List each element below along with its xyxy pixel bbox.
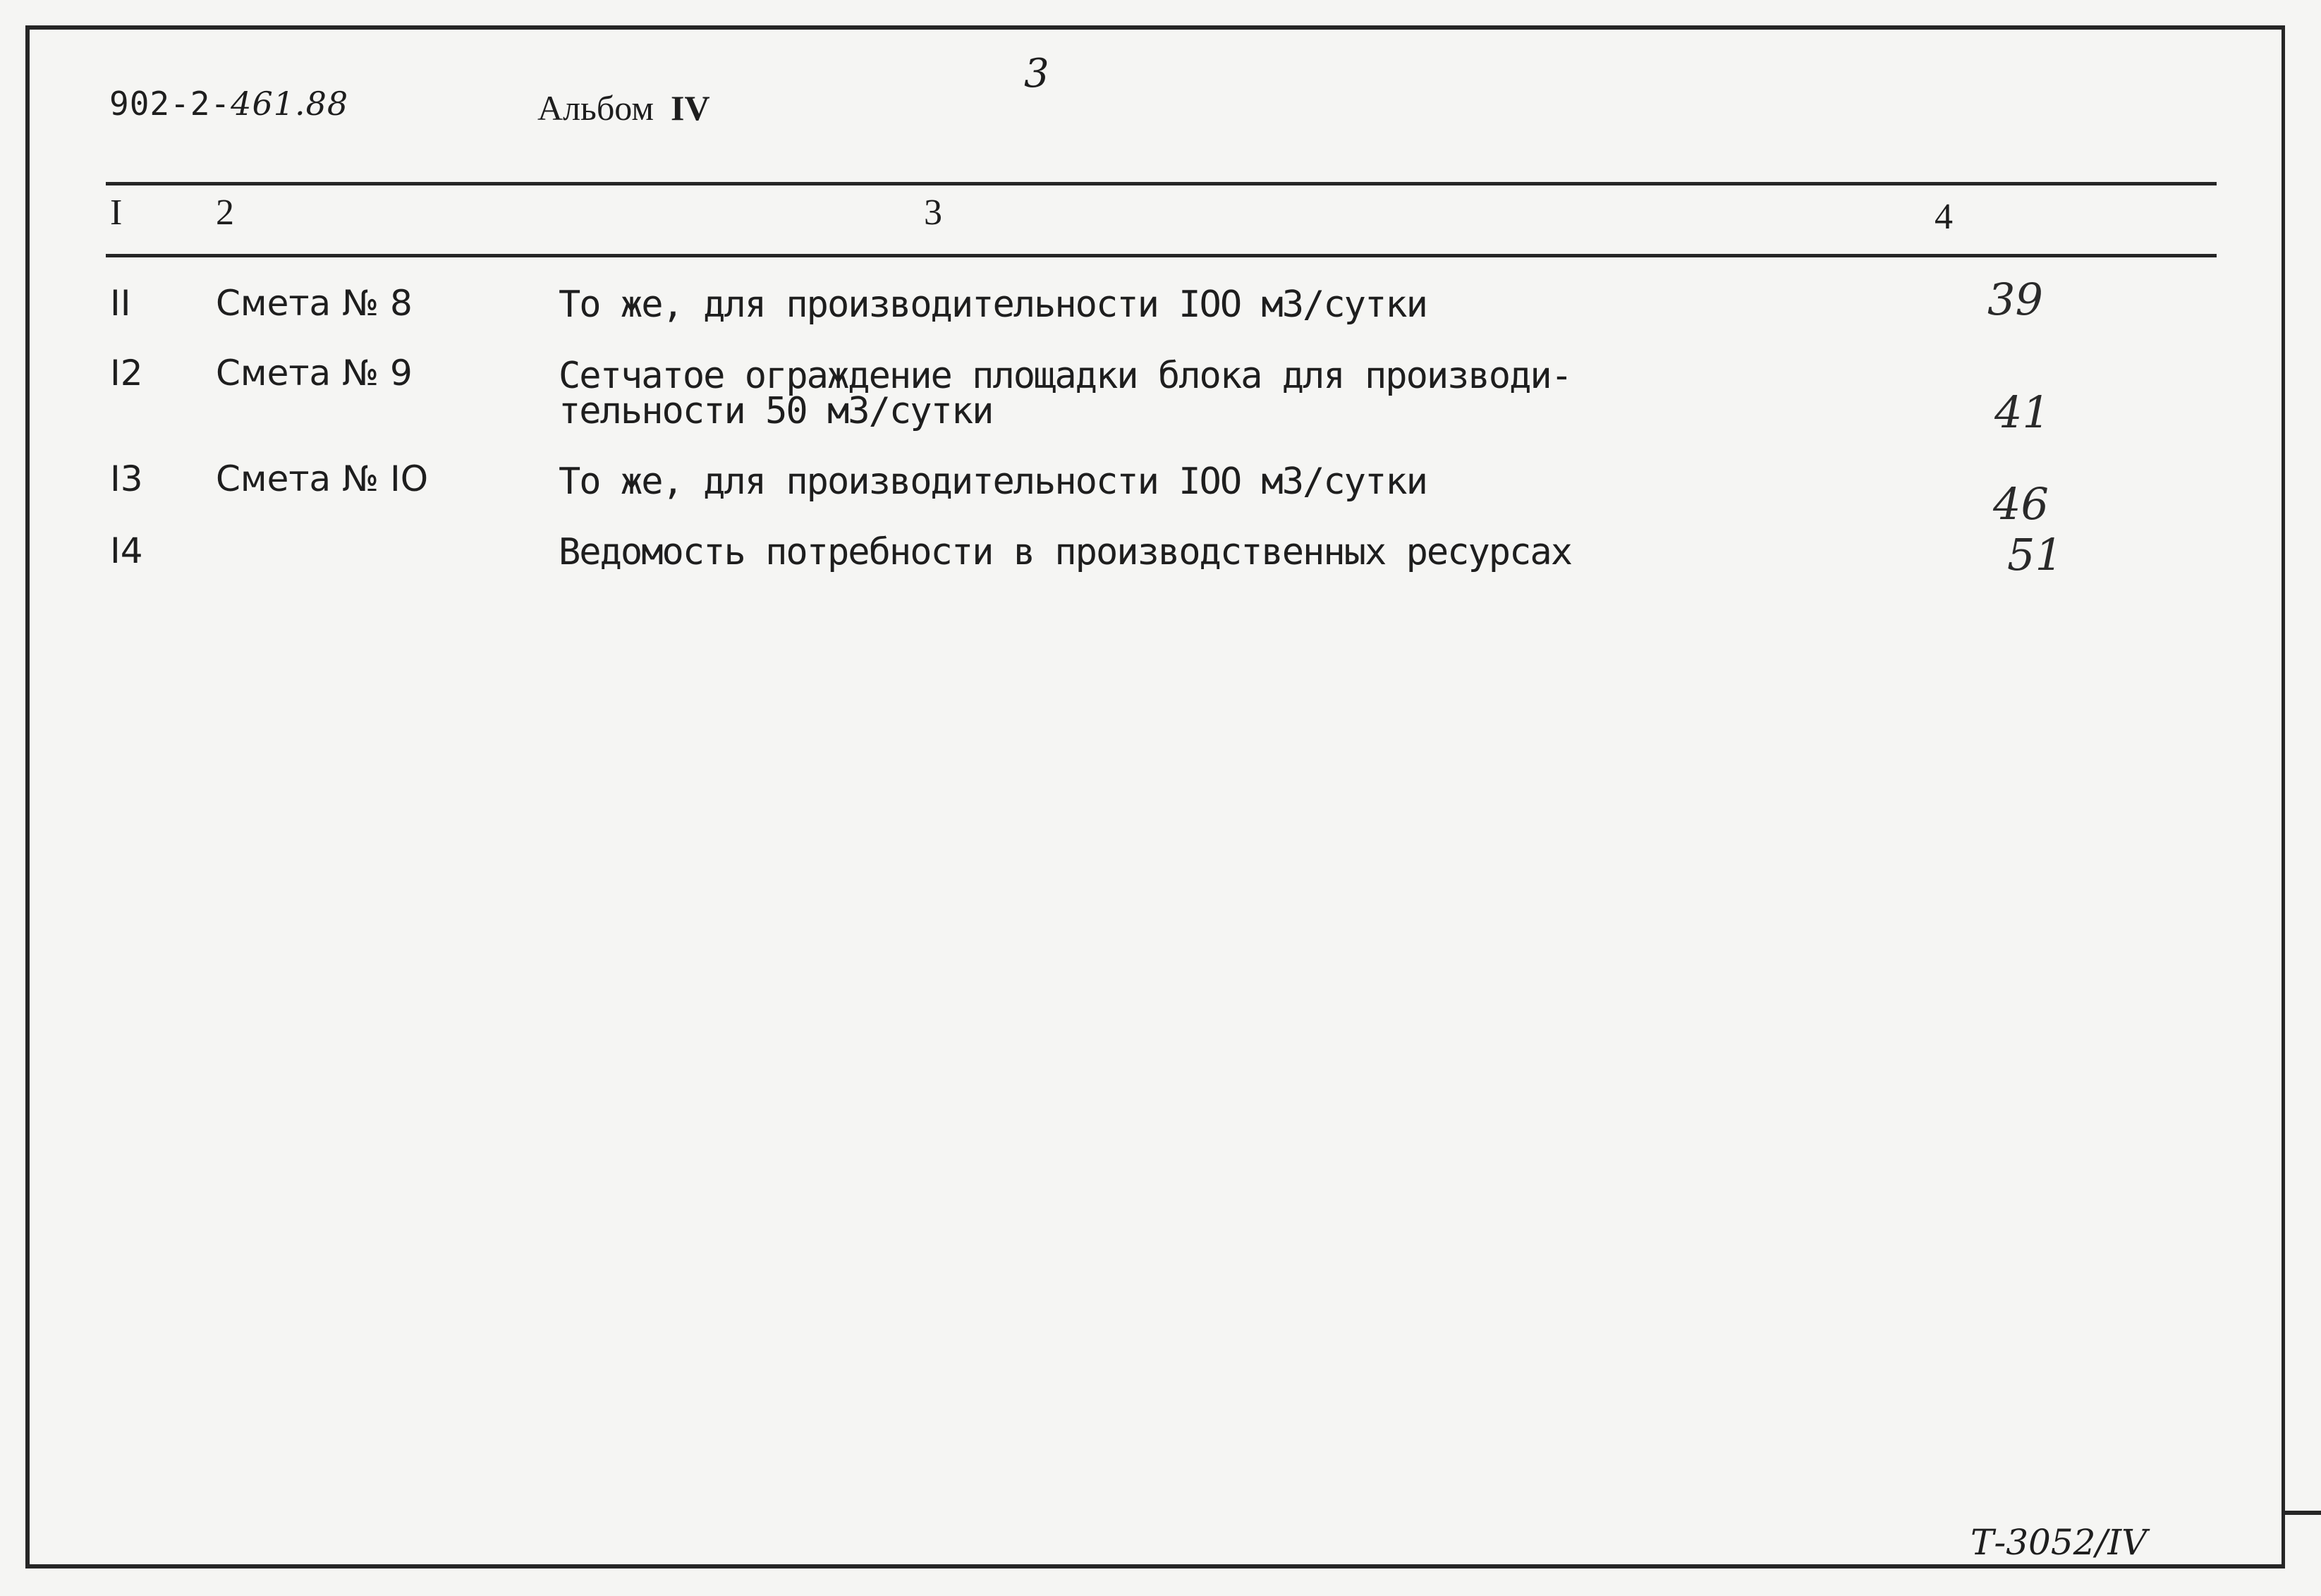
row-number: I2 [110, 353, 143, 394]
row-page-number: 51 [2007, 529, 2063, 580]
row-reference: Смета № IO [216, 458, 429, 499]
row-description-line: То же, для производительности IOO м3/сутки [559, 461, 1427, 503]
frame-edge-tick [2285, 1511, 2321, 1515]
column-header-1: I [110, 193, 123, 233]
row-description-line: То же, для производительности IOO м3/сутки [559, 284, 1427, 326]
column-header-4: 4 [1935, 197, 1953, 237]
document-stamp: Т-3052/IV [1970, 1522, 2148, 1563]
album-number: IV [671, 88, 710, 128]
document-code-prefix: 902-2- [109, 85, 231, 123]
album-label [537, 87, 710, 128]
row-reference: Смета № 8 [216, 283, 413, 324]
row-number: I3 [110, 458, 143, 499]
row-description-line: Сетчатое ограждение площадки блока для производи- [559, 355, 1572, 397]
row-page-number: 39 [1987, 274, 2043, 325]
row-number: II [110, 283, 131, 324]
document-code [109, 85, 348, 123]
album-label-text: Альбом [537, 88, 654, 128]
row-reference: Смета № 9 [216, 353, 413, 394]
column-header-3: 3 [924, 193, 942, 233]
page-number: 3 [1024, 51, 1049, 97]
table-header-rule [106, 254, 2217, 257]
document-code-handwritten: 461.88 [231, 85, 349, 123]
row-description-line: Ведомость потребности в производственных ресурсах [559, 531, 1572, 573]
column-header-2: 2 [216, 193, 234, 233]
table-top-rule [106, 182, 2217, 185]
row-page-number: 46 [1993, 478, 2049, 530]
row-page-number: 41 [1994, 386, 2050, 438]
row-description-line: тельности 50 м3/сутки [559, 390, 993, 432]
row-number: I4 [110, 530, 143, 571]
